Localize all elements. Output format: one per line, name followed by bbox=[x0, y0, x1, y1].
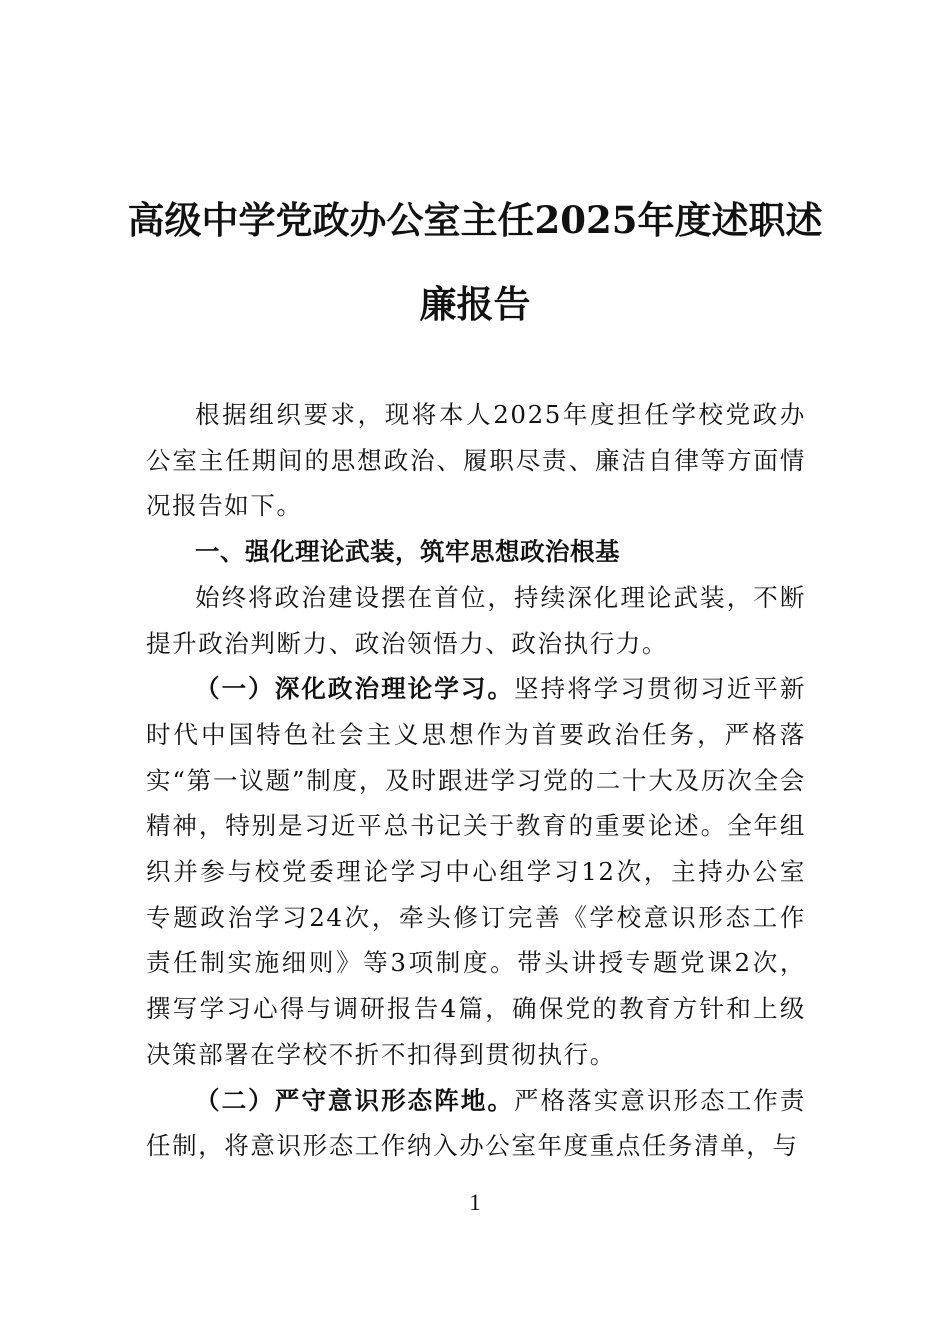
page-number: 1 bbox=[469, 1190, 481, 1215]
document-title: 高级中学党政办公室主任2025年度述职述廉报告 bbox=[127, 198, 823, 326]
item-2-paragraph bbox=[146, 1078, 806, 1169]
item-2-lead: （二）严守意识形态阵地。 bbox=[195, 1085, 515, 1115]
intro-paragraph: 根据组织要求，现将本人2025年度担任学校党政办公室主任期间的思想政治、履职尽责、廉洁自律等方面情况报告如下。 bbox=[146, 400, 806, 521]
document-body bbox=[146, 392, 806, 1169]
item-1-lead: （一）深化政治理论学习。 bbox=[195, 674, 515, 704]
item-1-paragraph bbox=[146, 666, 806, 1077]
section-summary-paragraph: 始终将政治建设摆在首位，持续深化理论武装，不断提升政治判断力、政治领悟力、政治执行力。 bbox=[146, 582, 806, 658]
item-1-text: 坚持将学习贯彻习近平新时代中国特色社会主义思想作为首要政治任务，严格落实“第一议题”制度，及时跟进学习党的二十大及历次全会精神，特别是习近平总书记关于教育的重要论述。全年组织并参与校党委理论学习中心组学习12次，主持办公室专题政治学习24次，牵头修订完善《学校意识形态工作责任制实施细则》等3项制度。带头讲授专题党课2次，撰写学习心得与调研报告4篇，确保党的教育方针和上级决策部署在学校不折不扣得到贯彻执行。 bbox=[146, 674, 806, 1069]
section-heading: 一、强化理论武装，筑牢思想政治根基 bbox=[195, 537, 620, 567]
item-2-text: 严格落实意识形态工作责任制，将意识形态工作纳入办公室年度重点任务清单，与 bbox=[146, 1085, 806, 1161]
